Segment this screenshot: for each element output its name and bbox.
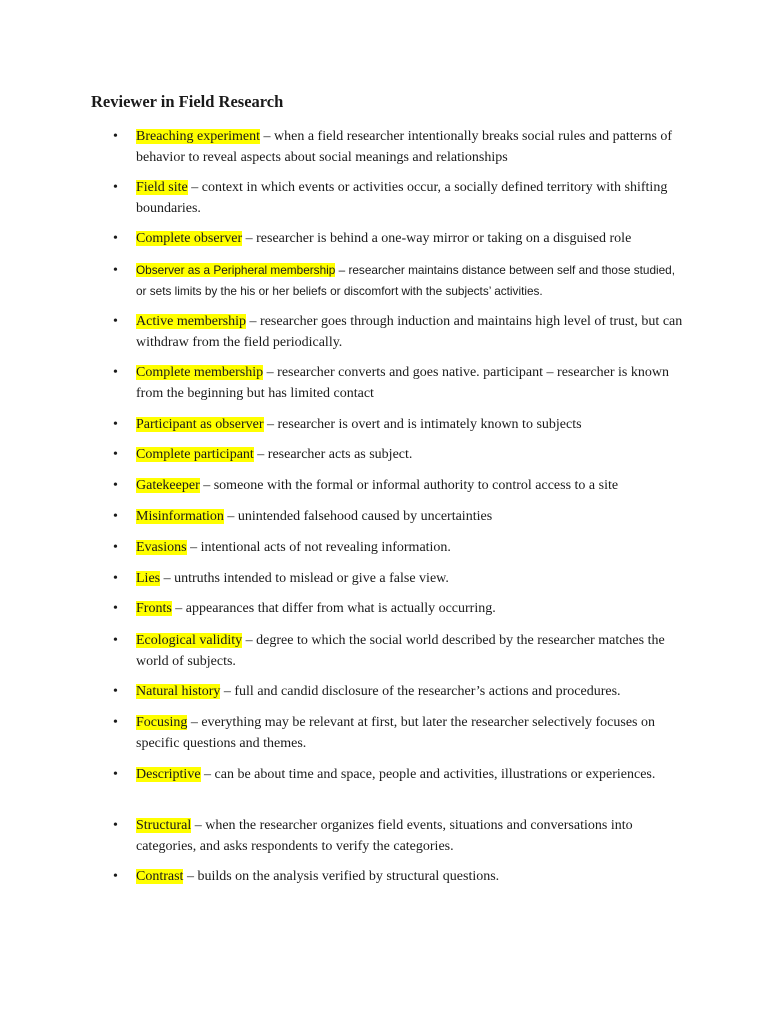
highlighted-term: Active membership	[136, 314, 247, 329]
item-text	[136, 866, 684, 887]
term-definition: – someone with the formal or informal authority to control access to a site	[199, 478, 619, 493]
term-definition: – builds on the analysis verified by structural questions.	[183, 869, 500, 884]
highlighted-term: Focusing	[136, 715, 188, 730]
term-definition: – full and candid disclosure of the researcher’s actions and procedures.	[220, 684, 621, 699]
bullet: •	[113, 417, 118, 432]
term-definition: – researcher goes through induction and maintains high level of trust, but can withdraw from the field periodically.	[136, 314, 683, 350]
term-definition: – untruths intended to mislead or give a false view.	[160, 571, 449, 586]
document-title: Reviewer in Field Research	[91, 92, 284, 111]
bullet: •	[113, 263, 118, 278]
item-text	[136, 311, 684, 353]
item-text	[136, 712, 684, 754]
term-definition: – researcher acts as subject.	[253, 447, 413, 462]
highlighted-term: Participant as observer	[136, 417, 264, 432]
item-text	[136, 260, 684, 302]
highlighted-term: Complete participant	[136, 447, 254, 462]
term-definition: – researcher is overt and is intimately known to subjects	[263, 417, 582, 432]
item-text	[136, 815, 684, 857]
term-definition: – can be about time and space, people and activities, illustrations or experiences.	[200, 767, 656, 782]
item-text	[136, 177, 684, 219]
term-definition: – researcher converts and goes native. participant – researcher is known from the beginning but has limited contact	[136, 365, 669, 401]
item-text	[136, 414, 684, 435]
item-text	[136, 681, 684, 702]
term-definition: – unintended falsehood caused by uncertainties	[223, 509, 493, 524]
bullet: •	[113, 715, 118, 730]
highlighted-term: Fronts	[136, 601, 172, 616]
bullet: •	[113, 869, 118, 884]
item-text	[136, 537, 684, 558]
highlighted-term: Evasions	[136, 540, 187, 555]
term-definition: – when a field researcher intentionally breaks social rules and patterns of behavior to reveal aspects about social meanings and relationships	[136, 129, 673, 165]
bullet: •	[113, 633, 118, 648]
item-text	[136, 568, 684, 589]
term-definition: – intentional acts of not revealing information.	[186, 540, 451, 555]
bullet: •	[113, 571, 118, 586]
item-text	[136, 362, 684, 404]
item-text	[136, 475, 684, 496]
term-definition: – everything may be relevant at first, but later the researcher selectively focuses on specific questions and themes.	[136, 715, 655, 751]
bullet: •	[113, 447, 118, 462]
highlighted-term: Lies	[136, 571, 161, 586]
bullet: •	[113, 231, 118, 246]
term-definition: – degree to which the social world described by the researcher matches the world of subjects.	[136, 633, 665, 669]
term-definition: – when the researcher organizes field events, situations and conversations into categories, and asks respondents to verify the categories.	[136, 818, 633, 854]
bullet: •	[113, 818, 118, 833]
bullet: •	[113, 509, 118, 524]
term-definition: – researcher is behind a one-way mirror or taking on a disguised role	[242, 231, 632, 246]
highlighted-term: Complete membership	[136, 365, 264, 380]
bullet: •	[113, 684, 118, 699]
item-text	[136, 444, 684, 465]
highlighted-term: Structural	[136, 818, 192, 833]
bullet: •	[113, 314, 118, 329]
highlighted-term: Misinformation	[136, 509, 224, 524]
highlighted-term: Gatekeeper	[136, 478, 200, 493]
highlighted-term: Breaching experiment	[136, 129, 261, 144]
highlighted-term: Field site	[136, 180, 188, 195]
highlighted-term: Descriptive	[136, 767, 201, 782]
item-text	[136, 598, 684, 619]
bullet: •	[113, 601, 118, 616]
bullet: •	[113, 129, 118, 144]
highlighted-term: Natural history	[136, 684, 221, 699]
item-text	[136, 126, 684, 168]
term-definition: – context in which events or activities occur, a socially defined territory with shifting boundaries.	[136, 180, 668, 216]
term-definition: – appearances that differ from what is actually occurring.	[171, 601, 496, 616]
bullet: •	[113, 540, 118, 555]
item-text	[136, 630, 684, 672]
bullet: •	[113, 767, 118, 782]
highlighted-term: Ecological validity	[136, 633, 243, 648]
bullet: •	[113, 478, 118, 493]
highlighted-term: Complete observer	[136, 231, 243, 246]
bullet: •	[113, 180, 118, 195]
item-text	[136, 228, 684, 249]
highlighted-term: Observer as a Peripheral membership	[136, 263, 336, 277]
bullet: •	[113, 365, 118, 380]
highlighted-term: Contrast	[136, 869, 184, 884]
item-text	[136, 764, 684, 785]
item-text	[136, 506, 684, 527]
term-definition: – researcher maintains distance between self and those studied, or sets limits by the his or her beliefs or discomfort with the subjects’ activities.	[136, 263, 676, 298]
